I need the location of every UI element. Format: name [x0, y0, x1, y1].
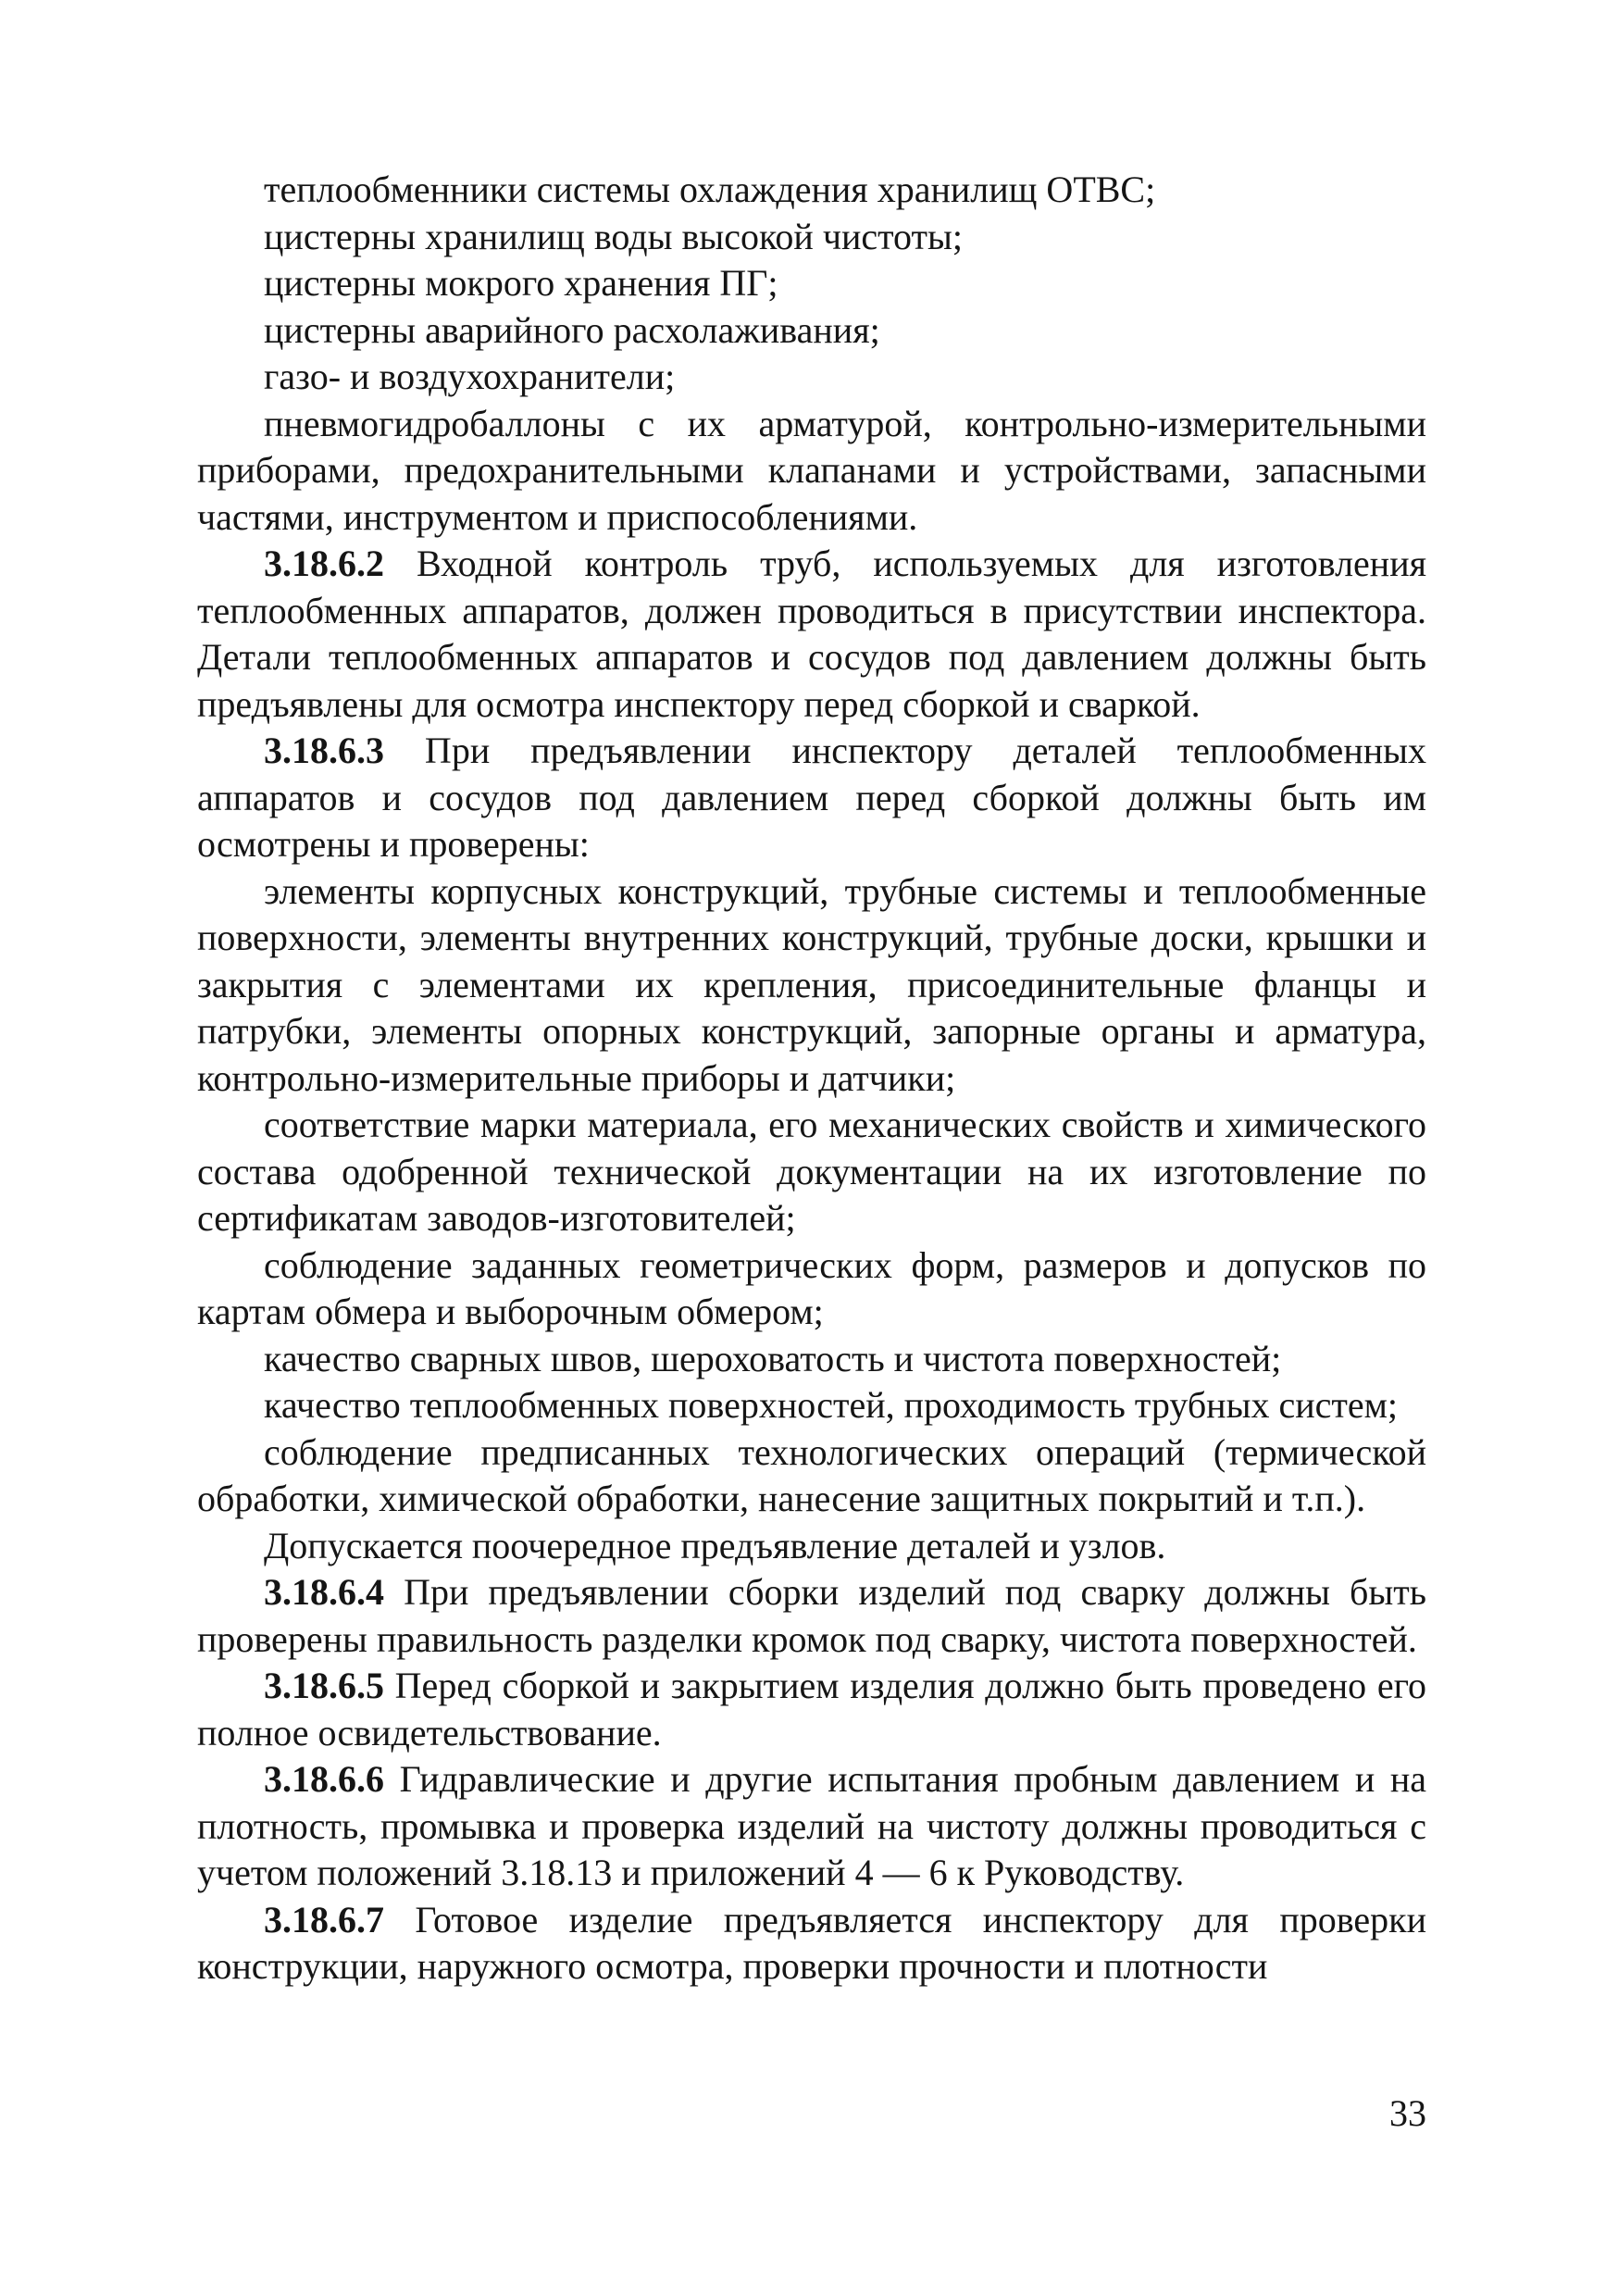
- clause-3-18-6-6: [197, 1756, 1426, 1897]
- list-item-gas-air-receivers: газо- и воздухохранители;: [264, 356, 676, 397]
- clause-3-18-6-3: [197, 728, 1426, 868]
- note-sequential-presentation: Допускается поочередное предъявление деталей и узлов.: [264, 1524, 1166, 1566]
- clause-number: 3.18.6.5: [264, 1665, 384, 1706]
- clause-text: При предъявлении инспектору деталей теплообменных аппаратов и сосудов под давлением перед сборкой должны быть им осмотрены и проверены:: [197, 730, 1426, 865]
- clause-number: 3.18.6.2: [264, 543, 384, 584]
- list-item-heat-exchangers: теплообменники системы охлаждения хранилищ ОТВС;: [264, 168, 1156, 210]
- clause-3-18-6-2: [197, 541, 1426, 728]
- clause-3-18-6-5: [197, 1663, 1426, 1756]
- list-item-pneumohydraulic-cylinders: пневмогидробаллоны с их арматурой, контрольно-измерительными приборами, предохранительными клапанами и устройствами, запасными частями, инструментом и приспособлениями.: [197, 402, 1426, 538]
- clause-number: 3.18.6.7: [264, 1898, 384, 1940]
- clause-text: Гидравлические и другие испытания пробным давлением и на плотность, промывка и проверка изделий на чистоту должны проводиться с учетом положений 3.18.13 и приложений 4 — 6 к Руководству.: [197, 1758, 1426, 1893]
- clause-text: При предъявлении сборки изделий под сварку должны быть проверены правильность разделки кромок под сварку, чистота поверхностей.: [197, 1571, 1426, 1660]
- list-item-high-purity-water-tanks: цистерны хранилищ воды высокой чистоты;: [264, 215, 963, 257]
- clause-number: 3.18.6.3: [264, 730, 384, 771]
- page-number: 33: [1389, 2092, 1426, 2134]
- check-item-structural-elements: элементы корпусных конструкций, трубные системы и теплообменные поверхности, элементы внутренних конструкций, трубные доски, крышки и закрытия с элементами их крепления, присоединительные фланцы и патрубки, элементы опорных конструкций, запорные органы и арматура, контрольно-измерительные приборы и датчики;: [197, 869, 1426, 1099]
- check-item-heat-exchange-surfaces: качество теплообменных поверхностей, проходимость трубных систем;: [264, 1384, 1399, 1426]
- clause-text: Готовое изделие предъявляется инспектору для проверки конструкции, наружного осмотра, проверки прочности и плотности: [197, 1898, 1426, 1987]
- clause-text: Входной контроль труб, используемых для изготовления теплообменных аппаратов, должен проводиться в присутствии инспектора. Детали теплообменных аппаратов и сосудов под давлением должны быть предъявлены для осмотра инспектору перед сборкой и сваркой.: [197, 543, 1426, 725]
- check-item-technological-operations: соблюдение предписанных технологических операций (термической обработки, химической обработки, нанесение защитных покрытий и т.п.).: [197, 1430, 1426, 1519]
- clause-number: 3.18.6.6: [264, 1758, 384, 1800]
- clause-number: 3.18.6.4: [264, 1571, 384, 1613]
- check-item-geometry: соблюдение заданных геометрических форм, размеров и допусков по картам обмера и выборочным обмером;: [197, 1243, 1426, 1332]
- page-body: [197, 167, 1426, 1990]
- clause-text: Перед сборкой и закрытием изделия должно быть проведено его полное освидетельствование.: [197, 1665, 1426, 1753]
- list-item-emergency-cooldown-tanks: цистерны аварийного расхолаживания;: [264, 308, 880, 351]
- clause-3-18-6-4: [197, 1569, 1426, 1663]
- check-item-material-grade: соответствие марки материала, его механических свойств и химического состава одобренной технической документации на их изготовление по сертификатам заводов-изготовителей;: [197, 1104, 1426, 1239]
- list-item-wet-storage-tanks: цистерны мокрого хранения ПГ;: [264, 262, 778, 304]
- check-item-weld-quality: качество сварных швов, шероховатость и чистота поверхностей;: [264, 1337, 1282, 1379]
- clause-3-18-6-7: [197, 1897, 1426, 1990]
